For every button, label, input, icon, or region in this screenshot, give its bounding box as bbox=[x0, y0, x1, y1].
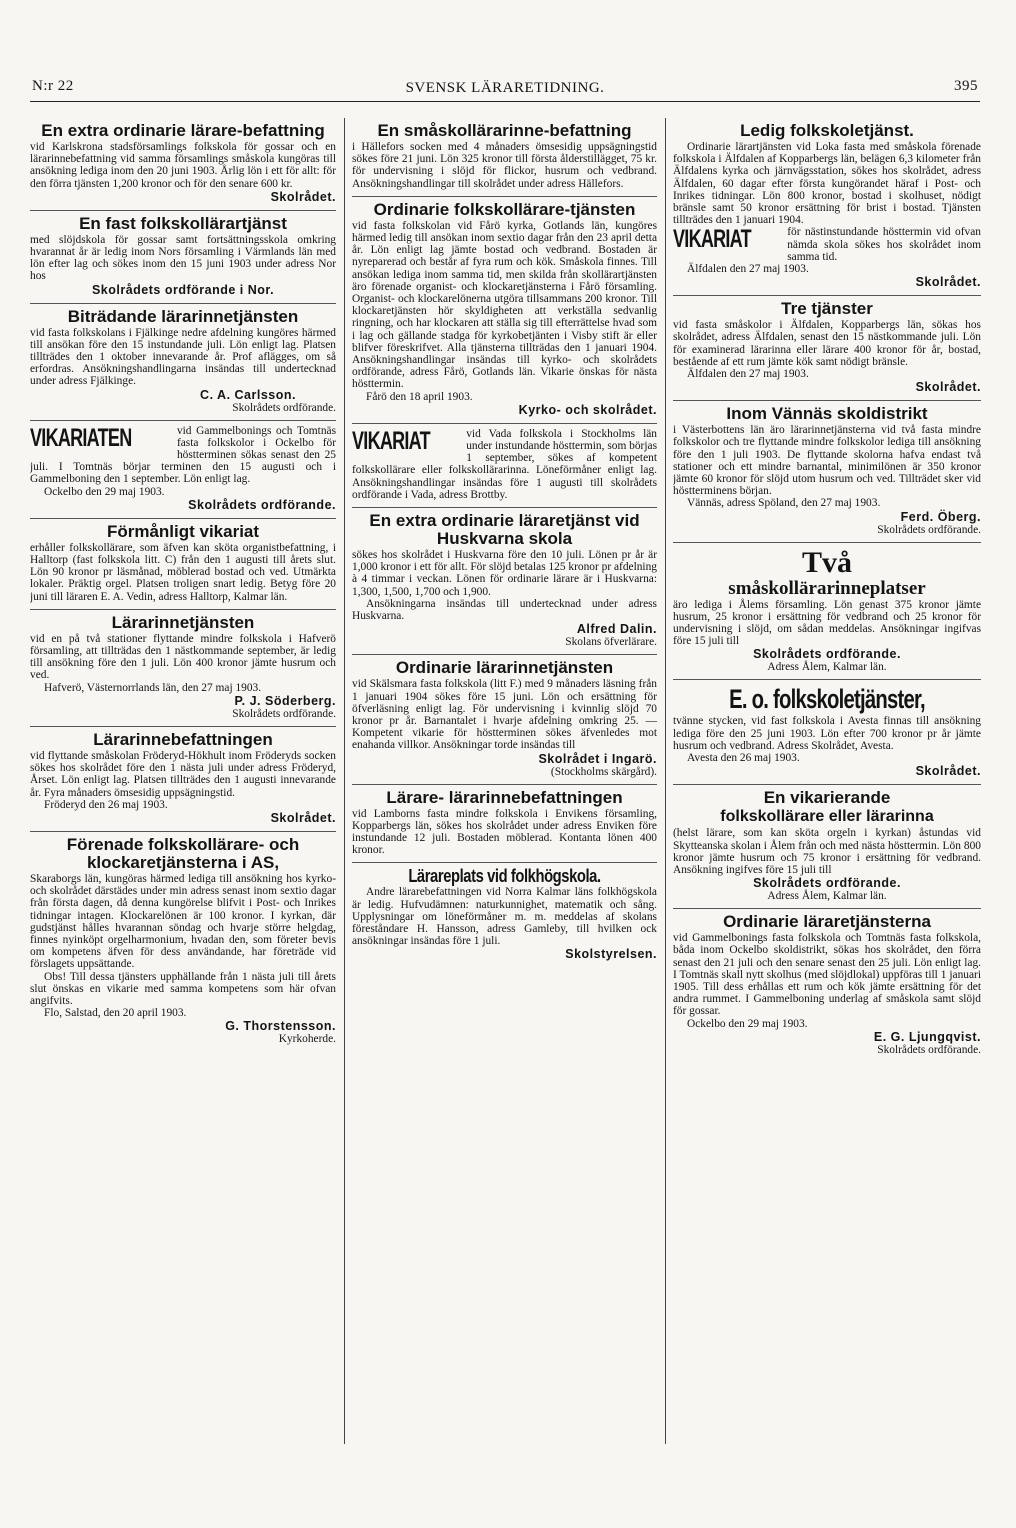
advertisement bbox=[30, 519, 336, 610]
ad-heading: Två bbox=[801, 545, 852, 579]
advertisement bbox=[352, 863, 657, 967]
advertisement bbox=[673, 543, 981, 681]
ad-place-date: Ockelbo den 29 maj 1903. bbox=[44, 485, 165, 498]
ad-heading: Ordinarie läraretjänsterna bbox=[723, 912, 931, 932]
column-rule bbox=[344, 118, 345, 1444]
column-rule bbox=[665, 118, 666, 1444]
ad-place-date: Ockelbo den 29 maj 1903. bbox=[687, 1017, 808, 1030]
advertisement bbox=[673, 909, 981, 1062]
advertisement bbox=[352, 424, 657, 508]
ad-body: Ansökningarna insändas till undertecknad under adress Huskvarna. bbox=[352, 597, 657, 623]
ad-subheading: folkskollärare eller lärarinna bbox=[720, 808, 934, 826]
ad-body: vid fasta småskolor i Älfdalen, Kopparbergs län, sökas hos skolrådet, adress Älfdalen, senast den 15 nästkommande juli. Lön för examinerad lärarinna eller lärare 400 kronor för år, bostad, bestående af ett rum jämte kök samt nödigt bränsle. bbox=[673, 319, 981, 368]
ad-body: vid fasta folkskolan vid Fårö kyrka, Gotlands län, kungöres härmed ledig till ansökan inom sextio dagar från den 23 april detta år. Lön enligt lag jämte bostad och vedbrand. Bostaden är nyreparerad och består af fyra rum och kök. Småskola finnes. Till ansökan lediga inom samma tid, men skilda från skollärartjänsten äro förenade organist- och klockaretjänsterna i Fårö församling. Organist- och klockarelönerna utgöra tillsammans 200 kronor. Till klockaretjänsten hör skyldigheten att verkställa sedvanlig ringning, och har klockaren att ställa sig till efterrättelse hvad som i lag och gällande stadga för kyrkobetjänten i Visby stift är eller blifver föreskrifvet. Alla tjänsterna tillträdas den 1 januari 1904. Ansökningshandlingar insändas till kyrko- och skolrådets ordförande, adress Fårö, Gotlands län. Vikarie önskas för nästa hösttermin. bbox=[352, 219, 657, 391]
advertisement bbox=[30, 610, 336, 727]
ad-body: vid en på två stationer flyttande mindre folkskola i Hafverö församling, att tillträdas den 1 nästkommande september, är ledig till ansökning före den 1 juli. Lön 400 kronor jämte husrum och ved. bbox=[30, 632, 336, 682]
advertisement bbox=[352, 508, 657, 655]
ad-heading: En vikarierande bbox=[763, 788, 891, 808]
ad-signature-title: Skolrådets ordförande. bbox=[877, 523, 981, 536]
ad-signature-title: Kyrkoherde. bbox=[278, 1033, 336, 1046]
ad-place-date: Vännäs, adress Spöland, den 27 maj 1903. bbox=[687, 497, 881, 510]
ad-body: vid Karlskrona stadsförsamlings folkskola för gossar och en lärarinnebefattning vid samma församlings småskola kungöras till ansökning lediga inom den 20 juni 1903. Årlig lön i ett för allt: för den förra tjänsten 1,200 kronor och för den senare 600 kr. bbox=[30, 141, 336, 190]
ad-signature: Skolrådets ordförande. bbox=[753, 876, 901, 891]
ad-body: vid Skälsmara fasta folkskola (litt F.) med 9 månaders läsning från 1 januari 1904 sökes före 15 juni. Lön och ersättning för öfverläsning enligt lag. För undervisning i kvinnlig slöjd 70 kronor pr år. Barnantalet i hvarje afdelning omkring 25. — Kompetent vikarie för höstterminen sökes äfvenledes mot enahanda villkor. Ansökningar torde insändas till bbox=[352, 678, 657, 752]
ad-body: sökes hos skolrådet i Huskvarna före den 10 juli. Lönen pr år är 1,000 kronor i ett för allt. För slöjd betalas 125 kronor pr afdelning à 4 timmar i veckan. Lönen för ordinarie lärare är i Huskvarna: 1,300, 1,500, 1,700 och 1,900. bbox=[352, 549, 657, 598]
ad-heading: Biträdande lärarinnetjänsten bbox=[67, 306, 299, 326]
advertisement bbox=[673, 785, 981, 909]
ad-place-date: Älfdalen den 27 maj 1903. bbox=[687, 368, 809, 381]
ad-signature: Skolrådet. bbox=[270, 810, 336, 825]
ad-body: i Västerbottens län äro lärarinnetjänsterna vid två fasta mindre folkskolor och tre flyttande mindre folkskolor lediga till ansökning före den 1 juli 1903. De flyttande skolorna hafva endast två stationer och ett mindre barnantal, minimilönen är 350 kronor jämte 60 kronor för slöjd utom husrum och ved. Tillträdet sker vid höstterminens början. bbox=[673, 424, 981, 498]
ad-body: vid Lamborns fasta mindre folkskola i Envikens församling, Kopparbergs län, sökes hos skolrådet under adress Enviken före instundande 12 juli. Bostaden möblerad. Kontanta lönen 400 kronor. bbox=[352, 807, 657, 857]
ad-heading: Förenade folkskollärare- och klockaretjänsterna i AS, bbox=[66, 834, 300, 872]
ad-signature-title: (Stockholms skärgård). bbox=[550, 765, 657, 778]
ad-signature-title: Adress Ålem, Kalmar län. bbox=[767, 890, 887, 903]
ad-signature: Skolrådets ordförande i Nor. bbox=[91, 282, 275, 297]
ad-body: vid fasta folkskolans i Fjälkinge nedre afdelning kungöres härmed till ansökan före den 15 instundande juli. Lön enligt lag. Platsen tillträdes den 1 oktober innevarande år. Prof aflägges, om så erfordras. Ansökningshandlingarna insändas till undertecknad under adress Fjälkinge. bbox=[30, 326, 336, 388]
advertisement bbox=[30, 421, 336, 519]
ad-body: i Hällefors socken med 4 månaders ömsesidig uppsägningstid sökes före 21 juni. Lön 325 kronor till första ålderstillägget, 75 kr. för undervisning i slöjd för flickor, husrum och vedbrand. Ansökningshandlingar till skolrådet under adress Hällefors. bbox=[352, 141, 657, 190]
ad-signature: Skolrådet. bbox=[270, 189, 336, 204]
ad-heading: E. o. folkskoletjänster, bbox=[729, 684, 925, 715]
ad-signature-title: Adress Ålem, Kalmar län. bbox=[767, 661, 887, 674]
ad-heading: Lärare- lärarinnebefattningen bbox=[386, 787, 623, 807]
column-1 bbox=[30, 118, 336, 1448]
ad-body: (helst lärare, som kan sköta orgeln i kyrkan) åstundas vid Skytteanska skolan i Ålem från och med nästa hösttermin. Lön 800 kronor jämte husrum och 75 kronor i ersättning för vedbrand. Ansökning ingifves före 15 juli till bbox=[673, 827, 981, 876]
ad-body: Andre lärarebefattningen vid Norra Kalmar läns folkhögskola är ledig. Hufvudämnen: naturkunnighet, matematik och sång. Upplysningar om löneförmåner m. m. meddelas af skolans föreståndare H. Hansson, adress Gamleby, till hvilken ock ansökningar insändas före 1 juli. bbox=[352, 886, 657, 948]
ad-heading: Lärarinnebefattningen bbox=[93, 729, 273, 749]
advertisement bbox=[30, 118, 336, 211]
column-3 bbox=[673, 118, 981, 1448]
ad-place-date: Avesta den 26 maj 1903. bbox=[687, 752, 800, 765]
ad-heading: En småskollärarinne-befattning bbox=[377, 121, 632, 140]
column-2 bbox=[352, 118, 657, 1448]
ad-lead-word: VIKARIATEN bbox=[30, 423, 132, 452]
advertisement bbox=[30, 832, 336, 1051]
issue-number: N:r 22 bbox=[32, 78, 74, 94]
ad-body: äro lediga i Ålems församling. Lön genast 375 kronor jämte husrum, 25 kronor i ersättning för vedbrand och 25 kronor för undervisning i slöjd, om sådan meddelas. Ansökningar ingifvas före 15 juli till bbox=[673, 598, 981, 648]
ad-lead-word: VIKARIAT bbox=[352, 426, 430, 455]
page-number: 395 bbox=[954, 78, 978, 94]
ad-signature: Skolrådet. bbox=[915, 764, 981, 779]
ad-body: Obs! Till dessa tjänsters upphällande från 1 nästa juli till årets slut önskas en vikarie med samma kompetens som här ofvan angifvits. bbox=[30, 970, 336, 1007]
ad-signature: Ferd. Öberg. bbox=[900, 509, 981, 524]
ad-heading: Ordinarie folkskollärare-tjänsten bbox=[373, 199, 636, 219]
ad-heading: Tre tjänster bbox=[781, 299, 873, 319]
ad-signature: G. Thorstensson. bbox=[225, 1019, 336, 1034]
ad-heading: En extra ordinarie lärare-befattning bbox=[41, 121, 325, 140]
ad-signature: Alfred Dalin. bbox=[576, 622, 657, 637]
ad-body: vid Gammelbonings fasta folkskola och Tomtnäs fasta folkskola, båda inom Ockelbo skoldistrikt, sökas hos skolrådet, den förra senast den 21 juli och den senare senast den 25 juli. Lön enligt lag. I Tomtnäs skall nytt skolhus (med slöjdlokal) uppföras till 1 januari 1905. Till dess erhållas ett rum och kök jämte ersättning för det andra rummet. I Gammelboning underlag af småskola samt slöjd för gossar. bbox=[673, 932, 981, 1018]
advertisement bbox=[30, 304, 336, 421]
ad-signature-title: Skolrådets ordförande. bbox=[232, 707, 336, 720]
ad-body: tvänne stycken, vid fast folkskola i Avesta finnas till ansökning lediga före den 25 juni 1903. Lön efter 700 kronor pr år jämte husrum och vedbrand. Adress Skolrådet, Avesta. bbox=[673, 715, 981, 752]
ad-body: erhåller folkskollärare, som äfven kan sköta organistbefattning, i Halltorp (fast folkskola litt. C) från den 1 augusti till årets slut. Lön 90 kronor pr läsmånad, möblerad bostad och ved. Utmärkta lokaler. Präktig orgel. Platsen troligen snart ledig. Betyg före 20 juni till läraren E. A. Vedin, adress Halltorp, Kalmar län. bbox=[30, 541, 336, 603]
ad-place-date: Hafverö, Västernorrlands län, den 27 maj 1903. bbox=[44, 681, 262, 694]
ad-heading: En fast folkskollärartjänst bbox=[79, 213, 287, 233]
ad-heading: Inom Vännäs skoldistrikt bbox=[726, 404, 928, 424]
ad-signature-title: Skolrådets ordförande. bbox=[232, 401, 336, 414]
ad-body: VIKARIAT för nästinstundande hösttermin vid ofvan nämda skola sökes hos skolrådet inom samma tid. bbox=[673, 225, 981, 263]
ad-body: Skaraborgs län, kungöras härmed lediga till ansökning hos kyrko- och skolrådet därstädes under min adress senast inom sextio dagar från första dagen, då denna kungörelse blifvit i Post- och Inrikes tidningar intagen. Klockarelönen är 100 kronor. I kyrkan, där gudstjänst hålles hvarannan söndag och hvarje större helgdag, finnes nyinköpt orgelharmonium, hvadan den, som företer bevis om kompetens äfven för dess användande, har företräde vid förslagets uppsättande. bbox=[30, 872, 336, 971]
advertisement bbox=[352, 655, 657, 784]
publication-title: SVENSK LÄRARETIDNING. bbox=[405, 80, 605, 96]
ad-signature: Skolrådets ordförande. bbox=[188, 497, 336, 512]
advertisement bbox=[30, 727, 336, 832]
ad-signature: C. A. Carlsson. bbox=[200, 387, 296, 402]
ad-heading: Förmånligt vikariat bbox=[106, 521, 260, 541]
advertisement bbox=[673, 296, 981, 401]
advertisement bbox=[352, 197, 657, 424]
ad-place-date: Flo, Salstad, den 20 april 1903. bbox=[44, 1007, 187, 1020]
ad-body: VIKARIATEN vid Gammelbonings och Tomtnäs fasta folkskolor i Ockelbo för höstterminen sökas senast den 25 juli. I Tomtnäs börjar terminen den 15 augusti och i Gammelboning den 1 september. Lön enligt lag. bbox=[30, 423, 336, 486]
ad-signature: Skolrådets ordförande. bbox=[753, 647, 901, 662]
ad-signature: Skolrådet. bbox=[915, 275, 981, 290]
advertisement bbox=[673, 680, 981, 785]
ad-place-date: Fröderyd den 26 maj 1903. bbox=[44, 798, 168, 811]
ad-heading: Lärarinnetjänsten bbox=[111, 612, 255, 632]
ad-heading: En extra ordinarie läraretjänst vid Huskvarna skola bbox=[369, 511, 640, 549]
ad-body: med slöjdskola för gossar samt fortsättningsskola omkring hvarannat år är ledig inom Nors församling i Värmlands län med lön efter lag och sökes inom den 15 juni 1903 under adress Nor hos bbox=[30, 233, 336, 283]
ad-signature: Kyrko- och skolrådet. bbox=[518, 402, 657, 417]
ad-body: vid flyttande småskolan Fröderyd-Hökhult inom Fröderyds socken sökes hos skolrådet före den 1 nästa juli under adress Fröderyd, Årset. Lön enligt lag. Platsen tillträdes den 1 augusti innevarande år. Fyra månaders ömsesidig uppsägningstid. bbox=[30, 749, 336, 799]
advertisement bbox=[30, 211, 336, 304]
advertisement bbox=[352, 118, 657, 197]
ad-signature-title: Skolrådets ordförande. bbox=[877, 1043, 981, 1056]
ad-signature: Skolrådet i Ingarö. bbox=[538, 751, 657, 766]
ad-subheading: småskollärarinneplatser bbox=[728, 577, 926, 599]
ad-place-date: Älfdalen den 27 maj 1903. bbox=[687, 263, 809, 276]
ad-lead-word: VIKARIAT bbox=[673, 225, 751, 254]
ad-body: Ordinarie lärartjänsten vid Loka fasta med småskola förenade folkskola i Älfdalen af Kopparbergs län, belägen 6,3 kilometer från Älfdalens kyrka och järnvägsstation, sökes hos skolrådet, adress Älfdalen, 60 dagar efter första kungörandet häraf i Post- och Inrikes tidningar. Lön 800 kronor, bostad i skolhuset, nödigt bränsle samt 50 kronor ersättning för brist i bostad. Tjänsten tillträdes den 1 januari 1904. bbox=[673, 141, 981, 227]
ad-heading: Lärareplats vid folkhögskola. bbox=[408, 866, 601, 887]
ad-heading: Ordinarie lärarinnetjänsten bbox=[395, 658, 614, 678]
ad-signature: Skolstyrelsen. bbox=[565, 947, 657, 962]
ad-body: VIKARIAT vid Vada folkskola i Stockholms län under instundande hösttermin, som börjas 1 september, sökes af kompetent folkskollärare eller folkskollärarinna. Löneförmåner enligt lag. Ansökningshandlingar insändas före 1 augusti till skolrådets ordförande i Vada, adress Brottby. bbox=[352, 426, 657, 501]
ad-signature: E. G. Ljungqvist. bbox=[873, 1029, 981, 1044]
ad-heading: Ledig folkskoletjänst. bbox=[740, 121, 914, 140]
ad-signature: Skolrådet. bbox=[915, 380, 981, 395]
ad-place-date: Fårö den 18 april 1903. bbox=[366, 390, 473, 403]
ad-signature: P. J. Söderberg. bbox=[234, 693, 336, 708]
page-header bbox=[30, 76, 980, 102]
advertisement bbox=[673, 118, 981, 296]
ad-signature-title: Skolans öfverlärare. bbox=[565, 636, 657, 649]
advertisement bbox=[673, 401, 981, 542]
advertisement bbox=[352, 785, 657, 864]
